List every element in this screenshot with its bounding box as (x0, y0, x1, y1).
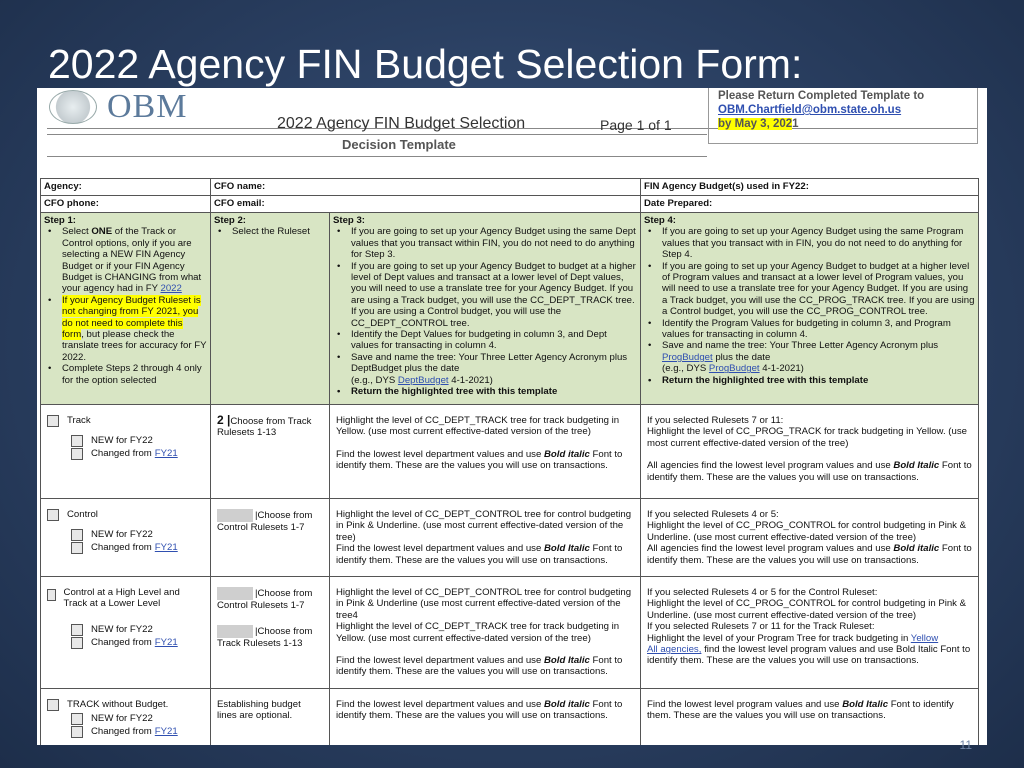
step-3-title: Step 3: (333, 215, 365, 226)
step-4-bullet-4: • Save and name the tree: Your Three Letter Agency Acronym plus ProgBudget plus the date (e.g., DYS ProgBudget 4-1-2021) (654, 340, 975, 374)
high-control-ruleset-input[interactable] (217, 587, 253, 600)
step-1-bullet-3: • Complete Steps 2 through 4 only for the option selected (54, 363, 207, 386)
step-3-bullet-3: • Identify the Dept Values for budgeting in column 3, and Dept values for transacting in column 4. (343, 329, 637, 352)
high-low-changed-checkbox[interactable] (71, 637, 83, 649)
return-deadline (718, 117, 968, 131)
step-4-title: Step 4: (644, 215, 676, 226)
return-date-tail: 1 (792, 118, 799, 130)
control-ruleset-cell[interactable]: |Choose from Control Rulesets 1-7 (211, 499, 330, 577)
high-low-option[interactable]: Control at a High Level and Track at a Lower Level (47, 587, 204, 610)
date-prepared-field[interactable]: Date Prepared: (641, 196, 979, 213)
return-line: Please Return Completed Template to (718, 90, 925, 102)
control-new-checkbox[interactable] (71, 529, 83, 541)
step-4-bullet-1: • If you are going to set up your Agency Budget using the same Program values that you transact with in FIN, you do not need to do anything for Step 4. (654, 226, 975, 260)
track-changed-option[interactable]: Changed from FY21 (71, 448, 204, 460)
control-changed-option[interactable]: Changed from FY21 (71, 542, 204, 554)
no-budget-prog-cell: Find the lowest level program values and use Bold Italic Font to identify them. These are the values you will use on transactions. (641, 688, 979, 745)
agency-field[interactable]: Agency: (41, 179, 211, 196)
low-track-ruleset-input[interactable] (217, 625, 253, 638)
header-rule-3 (47, 156, 707, 157)
high-low-prog-cell: If you selected Rulesets 4 or 5 for the Control Ruleset: Highlight the level of CC_PROG_CONTROL for control budgeting in Pink & Underline. (use most current effective-dated version of the tree) If you selected Rulesets 7 or 11 for the Track Ruleset: Highlight the level of your Program Tree for track budgeting in Yellow All agencies, find the lowest level program values and use Bold Italic Font to identify them. These are the values you will use on transactions. (641, 577, 979, 689)
no-budget-new-checkbox[interactable] (71, 713, 83, 725)
doc-subtitle: Decision Template (342, 137, 456, 152)
cfo-email-field[interactable]: CFO email: (211, 196, 641, 213)
step-1-cell (41, 213, 211, 405)
obm-logo: OBM (107, 88, 188, 125)
control-changed-checkbox[interactable] (71, 542, 83, 554)
track-ruleset-cell[interactable]: 2 |Choose from Track Rulesets 1-13 (211, 405, 330, 499)
no-budget-changed-checkbox[interactable] (71, 726, 83, 738)
high-low-row (41, 577, 979, 689)
step-1-title: Step 1: (44, 215, 76, 226)
step-2-title: Step 2: (214, 215, 246, 226)
track-changed-checkbox[interactable] (71, 448, 83, 460)
ohio-seal-icon (49, 90, 97, 124)
track-row (41, 405, 979, 499)
track-checkbox[interactable] (47, 415, 59, 427)
document-page (37, 88, 987, 745)
high-low-changed-option[interactable]: Changed from FY21 (71, 637, 204, 649)
track-dept-cell: Highlight the level of CC_DEPT_TRACK tree for track budgeting in Yellow. (use most current effective-dated version of the tree) Find the lowest level department values and use Bold italic Font to identify them. These are the values you will use on transactions. (330, 405, 641, 499)
step-3-bullet-5: • Return the highlighted tree with this template (343, 386, 637, 397)
track-new-option[interactable]: NEW for FY22 (71, 435, 204, 447)
step-4-bullet-5: • Return the highlighted tree with this template (654, 375, 975, 386)
slide-number: 11 (959, 738, 972, 752)
control-dept-cell: Highlight the level of CC_DEPT_CONTROL tree for control budgeting in Pink & Underline. (use most current effective-dated version of the tree) Find the lowest level department values and use Bold Italic Font to identify them. These are the values you will use on transactions. (330, 499, 641, 577)
control-new-option[interactable]: NEW for FY22 (71, 529, 204, 541)
no-budget-dept-cell: Find the lowest level department values and use Bold italic Font to identify them. These are the values you will use on transactions. (330, 688, 641, 745)
return-date-highlight: by May 3, 202 (718, 118, 793, 130)
selection-form-table (40, 178, 979, 745)
no-budget-checkbox[interactable] (47, 699, 59, 711)
no-budget-option[interactable]: TRACK without Budget. (47, 699, 204, 711)
header-rule-2 (47, 134, 707, 135)
high-low-new-checkbox[interactable] (71, 624, 83, 636)
high-low-new-option[interactable]: NEW for FY22 (71, 624, 204, 636)
step-2-bullet-1: • Select the Ruleset (224, 226, 326, 237)
control-option[interactable]: Control (47, 509, 204, 521)
step-4-cell (641, 213, 979, 405)
slide-title: 2022 Agency FIN Budget Selection Form: (48, 41, 803, 87)
track-no-budget-row (41, 688, 979, 745)
step-3-bullet-1: • If you are going to set up your Agency Budget using the same Dept values that you transact within FIN, you do not need to do anything for Step 3. (343, 226, 637, 260)
high-low-checkbox[interactable] (47, 589, 56, 601)
step-4-bullet-3: • Identify the Program Values for budgeting in column 3, and Program values for transacting in column 4. (654, 318, 975, 341)
budgets-used-field[interactable]: FIN Agency Budget(s) used in FY22: (641, 179, 979, 196)
step-3-bullet-2: • If you are going to set up your Agency Budget to budget at a higher level of Dept values and transact at a lower level of Dept values, you will need to use a translate tree for your Agency Budget. If you are using a Track budget, you will use the CC_DEPT_TRACK tree. If you are using a Control budget, you will use the CC_DEPT_CONTROL tree. (343, 261, 637, 329)
high-low-ruleset-cell[interactable]: |Choose from Control Rulesets 1-7 |Choose from Track Rulesets 1-13 (211, 577, 330, 689)
step-3-cell (330, 213, 641, 405)
page-number: Page 1 of 1 (600, 117, 672, 133)
track-option[interactable]: Track (47, 415, 204, 427)
control-row (41, 499, 979, 577)
return-email-link[interactable]: OBM.Chartfield@obm.state.oh.us (718, 104, 902, 116)
doc-title: 2022 Agency FIN Budget Selection (277, 115, 526, 132)
cfo-phone-field[interactable]: CFO phone: (41, 196, 211, 213)
track-new-checkbox[interactable] (71, 435, 83, 447)
no-budget-new-option[interactable]: NEW for FY22 (71, 713, 204, 725)
no-budget-ruleset-cell: Establishing budget lines are optional. (211, 688, 330, 745)
no-budget-changed-option[interactable]: Changed from FY21 (71, 726, 204, 738)
control-ruleset-input[interactable] (217, 509, 253, 522)
step-4-bullet-2: • If you are going to set up your Agency Budget to budget at a higher level of Program values and transact at a lower level of Program values, you will need to use a translate tree for your Agency Budget. If you are using a Track budget, you will use the CC_PROG_TRACK tree. If you are using a Control budget, you will use the CC_PROG_CONTROL tree. (654, 261, 975, 318)
step-2-cell (211, 213, 330, 405)
step-1-bullet-1: • Select ONE of the Track or Control options, only if you are selecting a NEW FIN Agency Budget or if your FIN Agency Budget is CHANGING from what your agency had in FY 2022 (54, 226, 207, 294)
step-1-bullet-2: • If your Agency Budget Ruleset is not changing from FY 2021, you do not need to complete this form, but please check the translate trees for accuracy for FY 2022. (54, 295, 207, 363)
track-prog-cell: If you selected Rulesets 7 or 11: Highlight the level of CC_PROG_TRACK for track budgeting in Yellow. (use most current effective-dated version of the tree) All agencies find the lowest level program values and use Bold Italic Font to identify them. These are the values you will use on transactions. (641, 405, 979, 499)
control-checkbox[interactable] (47, 509, 59, 521)
control-prog-cell: If you selected Rulesets 4 or 5: Highlight the level of CC_PROG_CONTROL for control budgeting in Pink & Underline. (use most current effective-dated version of the tree) All agencies find the lowest level program values and use Bold italic Font to identify them. These are the values you will use on transactions. (641, 499, 979, 577)
high-low-dept-cell: Highlight the level of CC_DEPT_CONTROL tree for control budgeting in Pink & Underline (use most current effective-dated version of the tree4 Highlight the level of CC_DEPT_TRACK tree for track budgeting in Yellow. (use most current effective-dated version of the tree) Find the lowest level department values and use Bold Italic Font to identify them. These are the values you will use on transactions. (330, 577, 641, 689)
cfo-name-field[interactable]: CFO name: (211, 179, 641, 196)
return-instructions (708, 88, 978, 144)
step-3-bullet-4: • Save and name the tree: Your Three Letter Agency Acronym plus DeptBudget plus the date (e.g., DYS DeptBudget 4-1-2021) (343, 352, 637, 386)
